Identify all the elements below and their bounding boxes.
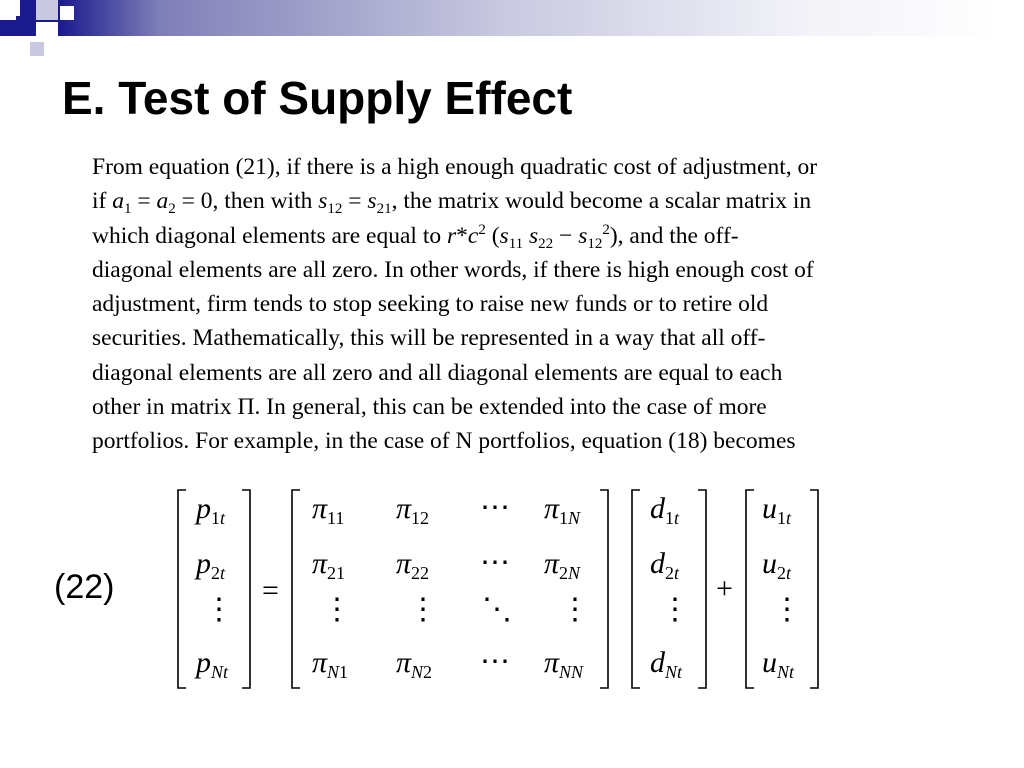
- bracket-left-p: [178, 490, 186, 688]
- bracket-left-pi-r: [600, 490, 608, 688]
- d-2t: $d_{2t}$: [650, 547, 680, 583]
- equation-label: (22): [54, 568, 115, 606]
- d-1t: $d_{1t}$: [650, 492, 680, 528]
- body-paragraph: [92, 150, 982, 459]
- p-2t: $p_{2t}$: [196, 547, 226, 583]
- plus-sign: +: [716, 572, 733, 605]
- u-2t: $u_{2t}$: [762, 547, 792, 583]
- u-vdots: ⋮: [772, 593, 802, 626]
- p-vdots: ⋮: [204, 593, 234, 626]
- paragraph-line: diagonal elements are all zero and all diagonal elements are equal to each: [92, 359, 783, 386]
- pi-vdots: ⋮: [408, 593, 438, 626]
- pi-2n: $\pi_{2N}$: [544, 547, 581, 583]
- paragraph-line: portfolios. For example, in the case of N portfolios, equation (18) becomes: [92, 428, 796, 455]
- pi-cdots: ⋯: [480, 645, 510, 678]
- deco-square: [36, 0, 58, 20]
- pi-22: $\pi_{22}$: [396, 547, 430, 583]
- pi-ddots: ⋱: [482, 593, 512, 626]
- paragraph-line: other in matrix Π. In general, this can be extended into the case of more: [92, 394, 767, 421]
- paragraph-line: securities. Mathematically, this will be represented in a way that all off-: [92, 325, 766, 352]
- header-gradient-bar: [0, 0, 1024, 36]
- deco-square: [16, 16, 32, 32]
- pi-11: $\pi_{11}$: [312, 492, 345, 528]
- equals-sign: =: [262, 574, 279, 607]
- paragraph-line: From equation (21), if there is a high enough quadratic cost of adjustment, or: [92, 154, 818, 180]
- paragraph-line: adjustment, firm tends to stop seeking to raise new funds or to retire old: [92, 291, 769, 318]
- bracket-right-p: [242, 490, 250, 688]
- bracket-right-u: [810, 490, 818, 688]
- bracket-right-d: [698, 490, 706, 688]
- bracket-left-pi: [292, 490, 300, 688]
- deco-square: [30, 42, 44, 56]
- p-nt: $p_{Nt}$: [196, 646, 229, 682]
- paragraph-line: if $a_1 = a_2 = 0$, then with $s_{12} = s_{21}$, the matrix would become a scalar matrix in: [92, 188, 812, 218]
- pi-21: $\pi_{21}$: [312, 547, 346, 583]
- u-nt: $u_{Nt}$: [762, 646, 795, 682]
- pi-nn: $\pi_{NN}$: [544, 646, 584, 682]
- pi-cdots: ⋯: [480, 491, 510, 524]
- pi-n2: $\pi_{N2}$: [396, 646, 433, 682]
- d-nt: $d_{Nt}$: [650, 646, 683, 682]
- u-1t: $u_{1t}$: [762, 492, 792, 528]
- pi-12: $\pi_{12}$: [396, 492, 430, 528]
- slide-title: E. Test of Supply Effect: [62, 72, 573, 124]
- paragraph-line: which diagonal elements are equal to $r*c^2$ ($s_{11}$ $s_{22} - s_{12}^2$), and the off-: [92, 221, 739, 252]
- pi-vdots: ⋮: [560, 593, 590, 626]
- pi-vdots: ⋮: [322, 593, 352, 626]
- pi-1n: $\pi_{1N}$: [544, 492, 581, 528]
- deco-square: [36, 22, 58, 42]
- d-vdots: ⋮: [660, 593, 690, 626]
- paragraph-line: diagonal elements are all zero. In other words, if there is high enough cost of: [92, 256, 814, 283]
- matrix-equation: [172, 484, 832, 694]
- bracket-left-d: [632, 490, 640, 688]
- pi-n1: $\pi_{N1}$: [312, 646, 349, 682]
- bracket-left-u: [746, 490, 754, 688]
- p-1t: $p_{1t}$: [196, 492, 226, 528]
- pi-cdots: ⋯: [480, 546, 510, 579]
- deco-square: [60, 6, 74, 20]
